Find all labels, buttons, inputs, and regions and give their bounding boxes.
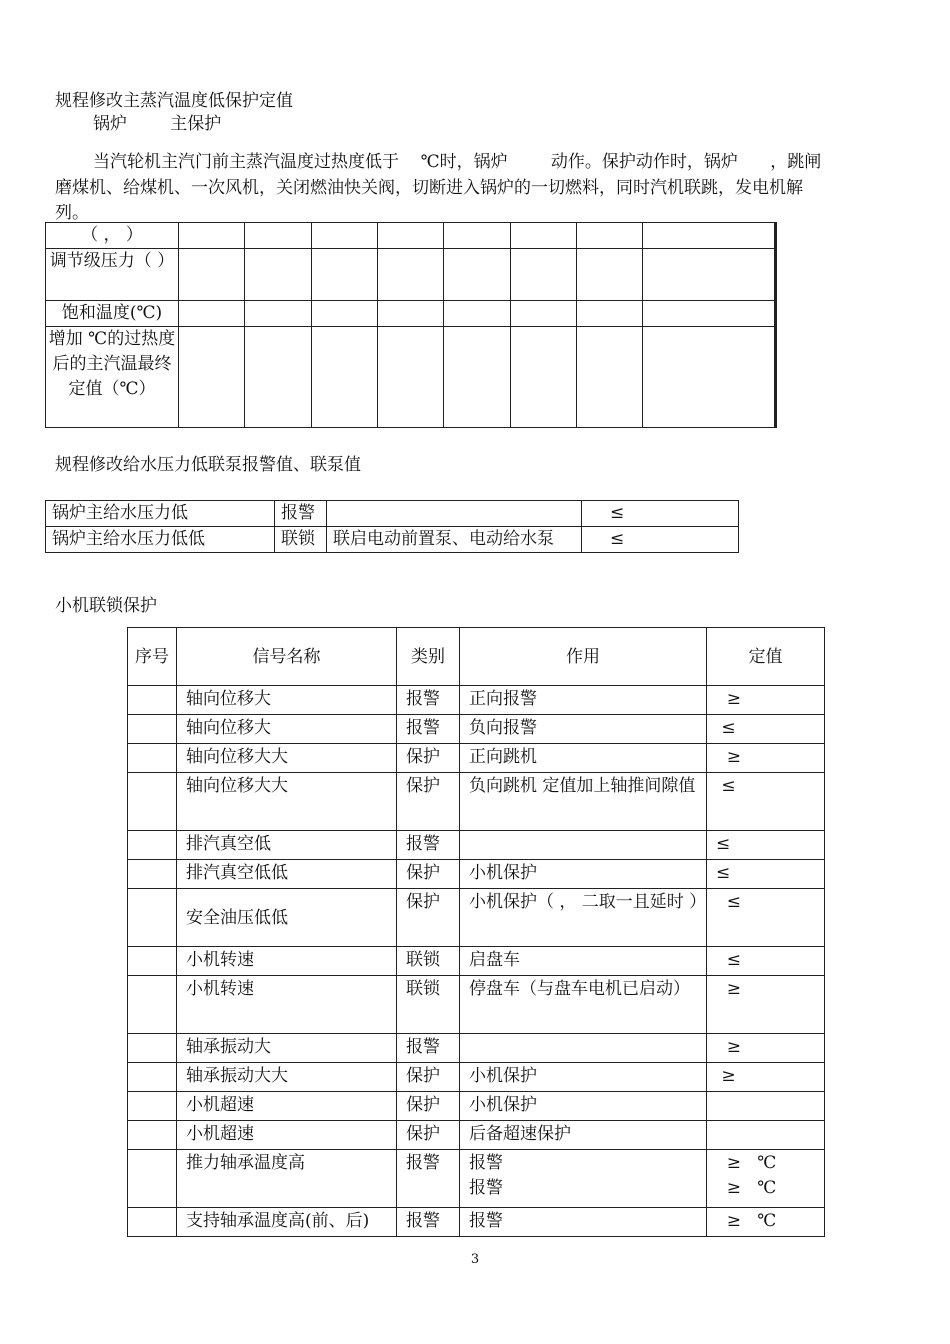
- signal-action: 小机保护（ ， 二取一且延时 ）: [460, 889, 707, 947]
- main-steam-temperature-table: [45, 222, 777, 428]
- signal-name: 小机转速: [177, 947, 397, 976]
- signal-action: [460, 1034, 707, 1063]
- signal-value: ≥: [707, 1034, 825, 1063]
- signal-action: 联启电动前置泵、电动给水泵: [327, 527, 582, 553]
- table-row: [128, 889, 825, 947]
- table-row: [46, 501, 739, 527]
- signal-action: 后备超速保护: [460, 1121, 707, 1150]
- table-row-label: 饱和温度(℃): [46, 301, 179, 327]
- signal-action-2: 报警: [469, 1178, 503, 1198]
- signal-name: 锅炉主给水压力低低: [46, 527, 275, 553]
- table-row-label: 增加 ℃的过热度后的主汽温最终定值（℃）: [46, 327, 179, 428]
- signal-value: ≥ ℃: [716, 1153, 777, 1173]
- signal-action-cell: [460, 1150, 707, 1208]
- signal-type: 联锁: [397, 947, 460, 976]
- table-row-label: 调节级压力（ ）: [46, 249, 179, 301]
- signal-type: 联锁: [397, 976, 460, 1034]
- signal-name: 轴向位移大大: [177, 773, 397, 831]
- signal-action: 正向报警: [460, 686, 707, 715]
- signal-value: ≤: [707, 773, 825, 831]
- signal-type: 报警: [397, 1150, 460, 1208]
- table-row: [128, 686, 825, 715]
- signal-value: ≤: [582, 527, 739, 553]
- section2-heading: 规程修改给水压力低联泵报警值、联泵值: [55, 455, 361, 475]
- signal-action: 小机保护: [460, 860, 707, 889]
- signal-action: [327, 501, 582, 527]
- signal-value: ≥ ℃: [707, 1208, 825, 1237]
- signal-value-cell: [707, 1150, 825, 1208]
- header-no: 序号: [128, 628, 177, 686]
- signal-type: 报警: [397, 686, 460, 715]
- signal-action: 停盘车（与盘车电机已启动）: [460, 976, 707, 1034]
- signal-name: 推力轴承温度高: [177, 1150, 397, 1208]
- signal-value: ≥: [707, 1063, 825, 1092]
- signal-value: ≤: [707, 860, 825, 889]
- table-row: [128, 860, 825, 889]
- table-row: [128, 947, 825, 976]
- signal-value: ≤: [707, 715, 825, 744]
- signal-name: 小机超速: [177, 1092, 397, 1121]
- signal-action: 负向跳机 定值加上轴推间隙值: [460, 773, 707, 831]
- table-row: [128, 1121, 825, 1150]
- table-row: [46, 527, 739, 553]
- signal-name: 轴向位移大: [177, 715, 397, 744]
- feedwater-pressure-table: [45, 500, 739, 553]
- signal-name: 支持轴承温度高(前、后): [177, 1208, 397, 1237]
- signal-value: [707, 1121, 825, 1150]
- signal-type: 保护: [397, 744, 460, 773]
- table-row: [128, 744, 825, 773]
- table-row: [128, 1208, 825, 1237]
- section3-heading: 小机联锁保护: [55, 596, 157, 616]
- signal-name: 锅炉主给水压力低: [46, 501, 275, 527]
- signal-value: ≤: [707, 947, 825, 976]
- signal-name: 小机超速: [177, 1121, 397, 1150]
- signal-name: 排汽真空低: [177, 831, 397, 860]
- signal-type: 报警: [397, 715, 460, 744]
- signal-type: 保护: [397, 773, 460, 831]
- signal-name: 轴向位移大: [177, 686, 397, 715]
- section1-paragraph-line3: 列。: [55, 203, 89, 223]
- signal-value-2: ≥ ℃: [716, 1178, 777, 1198]
- section1-paragraph-line2: 磨煤机、给煤机、一次风机，关闭燃油快关阀，切断进入锅炉的一切燃料，同时汽机联跳，发电机解: [55, 178, 803, 198]
- signal-action: 启盘车: [460, 947, 707, 976]
- signal-type: 保护: [397, 1121, 460, 1150]
- signal-type: 保护: [397, 860, 460, 889]
- signal-name: 轴承振动大: [177, 1034, 397, 1063]
- header-action: 作用: [460, 628, 707, 686]
- section1-heading: 规程修改主蒸汽温度低保护定值: [55, 91, 293, 111]
- signal-type: 报警: [275, 501, 327, 527]
- header-value: 定值: [707, 628, 825, 686]
- section1-paragraph-line1: 当汽轮机主汽门前主蒸汽温度过热度低于 ℃时，锅炉 动作。保护动作时，锅炉 ，跳闸: [93, 152, 822, 172]
- section1-subheading: 锅炉 主保护: [93, 114, 222, 134]
- header-name: 信号名称: [177, 628, 397, 686]
- signal-value: ≤: [707, 889, 825, 947]
- signal-action: 小机保护: [460, 1092, 707, 1121]
- signal-action: 小机保护: [460, 1063, 707, 1092]
- signal-name: 轴向位移大大: [177, 744, 397, 773]
- signal-type: 联锁: [275, 527, 327, 553]
- signal-name: 安全油压低低: [177, 889, 397, 947]
- signal-name: 小机转速: [177, 976, 397, 1034]
- table-row: [128, 1150, 825, 1208]
- table-row-label: （ ， ）: [46, 223, 179, 249]
- signal-value: ≤: [707, 831, 825, 860]
- table-row: [128, 1092, 825, 1121]
- signal-type: 保护: [397, 889, 460, 947]
- signal-type: 报警: [397, 831, 460, 860]
- signal-action: [460, 831, 707, 860]
- signal-type: 保护: [397, 1063, 460, 1092]
- page-number: 3: [470, 1252, 480, 1267]
- table-row: [128, 1034, 825, 1063]
- header-type: 类别: [397, 628, 460, 686]
- signal-action: 报警: [469, 1153, 503, 1173]
- table-row: [128, 715, 825, 744]
- signal-value: ≥: [707, 976, 825, 1034]
- signal-name: 排汽真空低低: [177, 860, 397, 889]
- table-row: [128, 831, 825, 860]
- signal-value: ≥: [707, 686, 825, 715]
- signal-value: ≥: [707, 744, 825, 773]
- table-row: [128, 976, 825, 1034]
- signal-type: 报警: [397, 1034, 460, 1063]
- table-row: [128, 1063, 825, 1092]
- signal-value: [707, 1092, 825, 1121]
- signal-type: 报警: [397, 1208, 460, 1237]
- small-turbine-protection-table: [127, 627, 825, 1237]
- signal-action: 负向报警: [460, 715, 707, 744]
- signal-action: 正向跳机: [460, 744, 707, 773]
- signal-name: 轴承振动大大: [177, 1063, 397, 1092]
- signal-type: 保护: [397, 1092, 460, 1121]
- signal-action: 报警: [460, 1208, 707, 1237]
- signal-value: ≤: [582, 501, 739, 527]
- table-row: [128, 773, 825, 831]
